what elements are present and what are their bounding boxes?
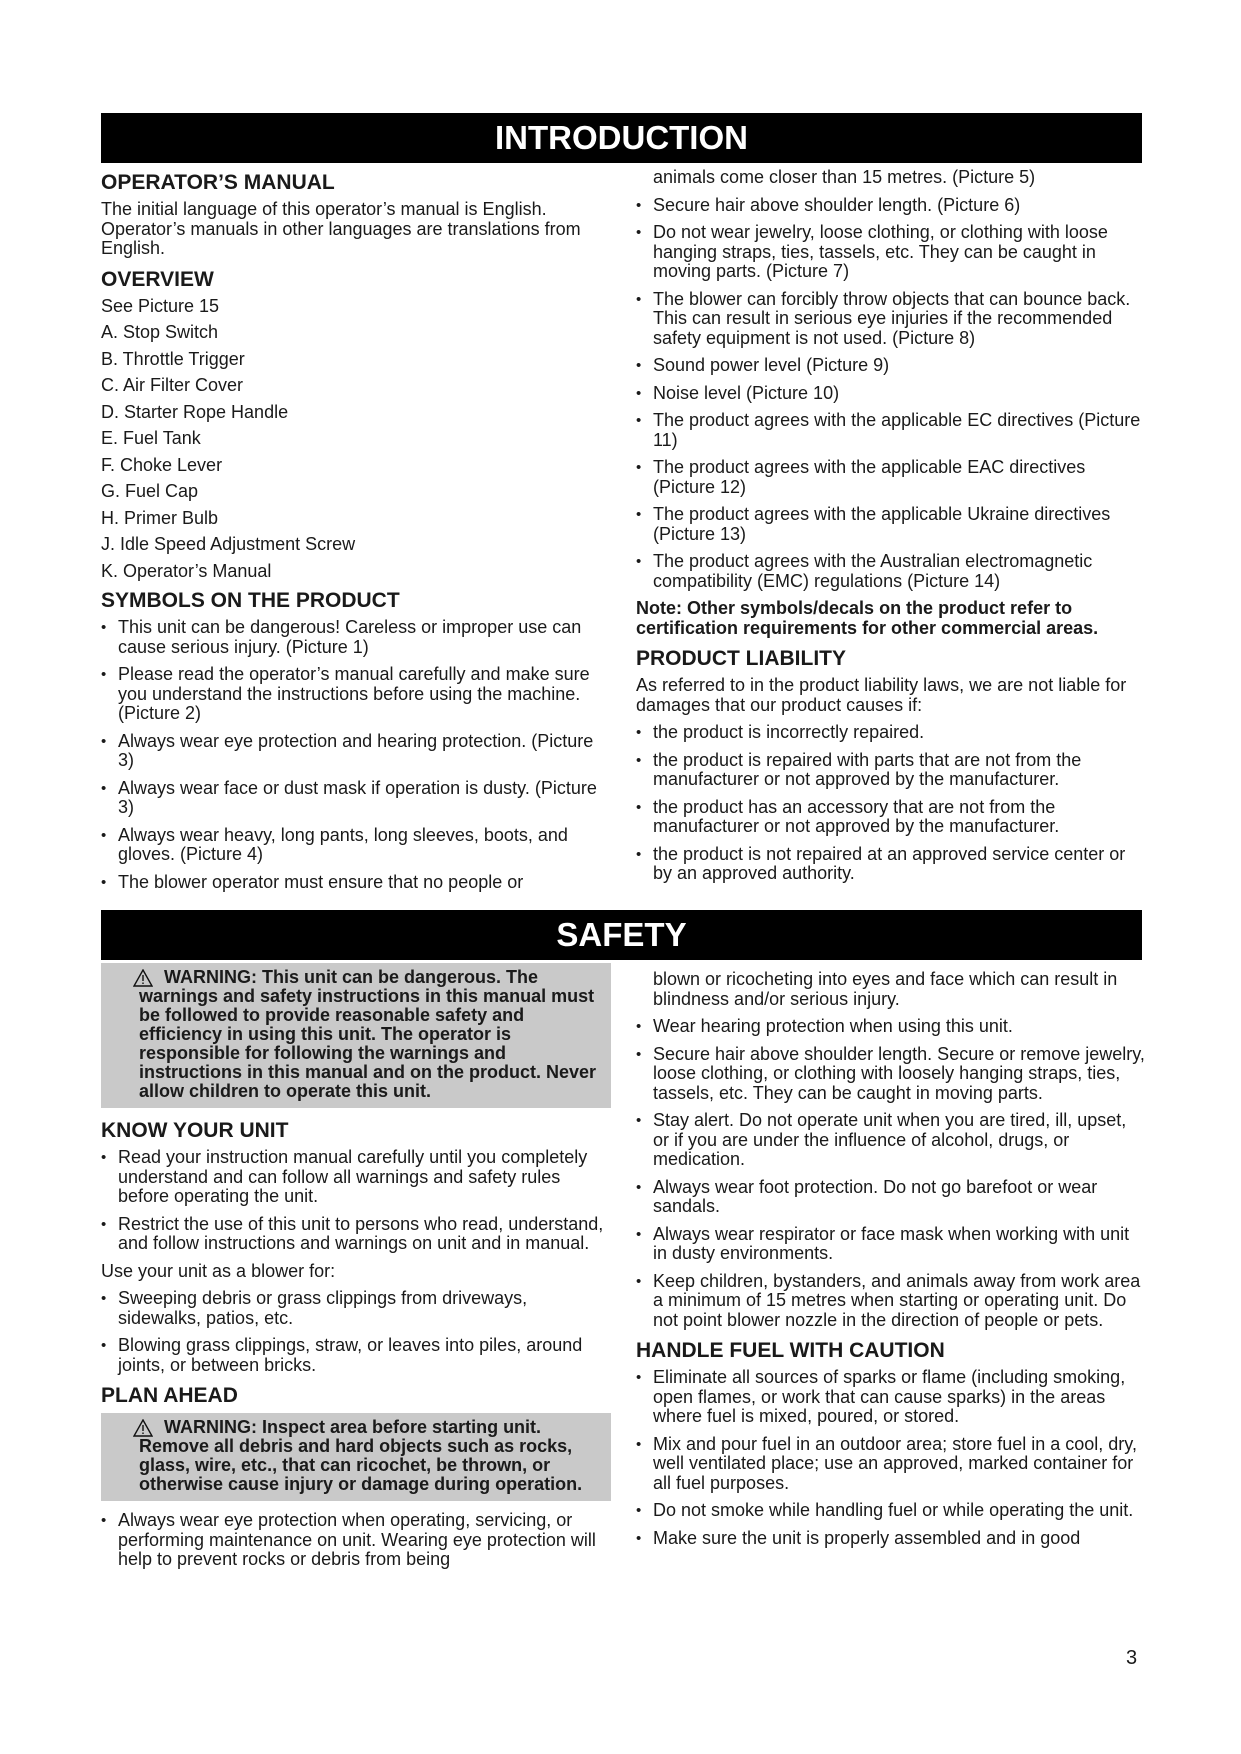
- symbol-item: • The product agrees with the applicable Ukraine directives (Picture 13): [636, 505, 1146, 544]
- use-unit-list: [101, 1289, 611, 1375]
- symbols-heading: SYMBOLS ON THE PRODUCT: [101, 589, 400, 612]
- handle-fuel-heading: HANDLE FUEL WITH CAUTION: [636, 1339, 945, 1362]
- product-liability-heading: PRODUCT LIABILITY: [636, 647, 846, 670]
- plan-item: • Always wear eye protection when operating, servicing, or performing maintenance on unit. Wearing eye protection will help to prevent rocks or debris from being: [101, 1511, 611, 1570]
- overview-list: [101, 297, 611, 582]
- plan-item-continued: blown or ricocheting into eyes and face which can result in blindness and/or serious injury.: [653, 969, 1118, 1009]
- symbols-note: Note: Other symbols/decals on the product refer to certification requirements for other commercial areas.: [636, 598, 1099, 638]
- plan-item: • Secure hair above shoulder length. Secure or remove jewelry, loose clothing, or clothing with loosely hanging straps, ties, tassels, etc. They can be caught in moving parts.: [636, 1045, 1146, 1104]
- warning-triangle-icon: [133, 969, 153, 987]
- overview-item: B. Throttle Trigger: [101, 348, 245, 369]
- warning-text: [139, 968, 597, 1101]
- plan-item: • Keep children, bystanders, and animals away from work area a minimum of 15 metres when starting or operating unit. Do not point blower nozzle in the direction of people or pets.: [636, 1272, 1146, 1331]
- plan-item: • Always wear foot protection. Do not go barefoot or wear sandals.: [636, 1178, 1146, 1217]
- symbol-item: • Always wear face or dust mask if operation is dusty. (Picture 3): [101, 779, 611, 818]
- plan-ahead-list-continued: [636, 1017, 1146, 1330]
- symbol-item: • Sound power level (Picture 9): [636, 356, 1146, 376]
- page-number: 3: [1126, 1647, 1138, 1669]
- warning-box: [101, 963, 611, 1108]
- plan-ahead-list: [101, 1511, 611, 1570]
- warning-box: [101, 1413, 611, 1501]
- warning-text: [139, 1418, 597, 1494]
- intro-left-column: [101, 170, 611, 900]
- plan-item: • Stay alert. Do not operate unit when you are tired, ill, upset, or if you are under the influence of alcohol, drugs, or medication.: [636, 1111, 1146, 1170]
- product-liability-text: As referred to in the product liability laws, we are not liable for damages that our product causes if:: [636, 675, 1127, 715]
- plan-item: • Always wear respirator or face mask when working with unit in dusty environments.: [636, 1225, 1146, 1264]
- intro-right-column: [636, 168, 1146, 892]
- plan-item: • Wear hearing protection when using this unit.: [636, 1017, 1146, 1037]
- symbols-list-continued: [636, 196, 1146, 592]
- liability-item: • the product is incorrectly repaired.: [636, 723, 1146, 743]
- use-item: • Sweeping debris or grass clippings from driveways, sidewalks, patios, etc.: [101, 1289, 611, 1328]
- fuel-item: • Do not smoke while handling fuel or while operating the unit.: [636, 1501, 1146, 1521]
- symbol-item-continued: animals come closer than 15 metres. (Picture 5): [653, 167, 1036, 187]
- symbol-item: • The blower can forcibly throw objects that can bounce back. This can result in serious eye injuries if the recommended safety equipment is not used. (Picture 8): [636, 290, 1146, 349]
- liability-item: • the product is not repaired at an approved service center or by an approved authority.: [636, 845, 1146, 884]
- operators-manual-heading: OPERATOR’S MANUAL: [101, 171, 335, 194]
- know-your-unit-list: [101, 1148, 611, 1254]
- symbol-item: • Do not wear jewelry, loose clothing, or clothing with loose hanging straps, ties, tassels, etc. They can be caught in moving parts. (Picture 7): [636, 223, 1146, 282]
- know-item: • Read your instruction manual carefully until you completely understand and can follow all warnings and safety rules before operating the unit.: [101, 1148, 611, 1207]
- symbol-item: • The product agrees with the Australian electromagnetic compatibility (EMC) regulations (Picture 14): [636, 552, 1146, 591]
- safety-left-column: [101, 963, 611, 1578]
- overview-item: D. Starter Rope Handle: [101, 401, 289, 422]
- symbol-item: • Always wear eye protection and hearing protection. (Picture 3): [101, 732, 611, 771]
- handle-fuel-list: [636, 1368, 1146, 1548]
- fuel-item: • Make sure the unit is properly assembled and in good: [636, 1529, 1146, 1549]
- use-unit-text: Use your unit as a blower for:: [101, 1260, 336, 1281]
- overview-item: H. Primer Bulb: [101, 507, 219, 528]
- warning-triangle-icon: [133, 1419, 153, 1437]
- overview-heading: OVERVIEW: [101, 267, 214, 291]
- safety-right-column: [636, 970, 1146, 1556]
- overview-item: G. Fuel Cap: [101, 481, 199, 501]
- overview-item: E. Fuel Tank: [101, 428, 201, 448]
- warning-text-content: WARNING: This unit can be dangerous. The warnings and safety instructions in this manual must be followed to provide reasonable safety and efficiency in using this unit. The operator is responsible for following the warnings and instructions in this manual and on the product. Never allow children to operate this unit.: [139, 967, 597, 1101]
- safety-banner: SAFETY: [101, 910, 1142, 960]
- symbol-item: • The blower operator must ensure that no people or: [101, 873, 611, 893]
- liability-item: • the product is repaired with parts that are not from the manufacturer or not approved by the manufacturer.: [636, 751, 1146, 790]
- operators-manual-text: The initial language of this operator’s manual is English. Operator’s manuals in other languages are translations from English.: [101, 199, 581, 258]
- overview-item: F. Choke Lever: [101, 454, 223, 475]
- symbol-item: • Please read the operator’s manual carefully and make sure you understand the instructions before using the machine. (Picture 2): [101, 665, 611, 724]
- symbol-item: • The product agrees with the applicable EAC directives (Picture 12): [636, 458, 1146, 497]
- liability-item: • the product has an accessory that are not from the manufacturer or not approved by the manufacturer.: [636, 798, 1146, 837]
- symbol-item: • Always wear heavy, long pants, long sleeves, boots, and gloves. (Picture 4): [101, 826, 611, 865]
- introduction-banner: INTRODUCTION: [101, 113, 1142, 163]
- overview-item: C. Air Filter Cover: [101, 375, 244, 395]
- fuel-item: • Mix and pour fuel in an outdoor area; store fuel in a cool, dry, well ventilated place; use an approved, marked container for all fuel purposes.: [636, 1435, 1146, 1494]
- overview-item: A. Stop Switch: [101, 322, 219, 342]
- liability-list: [636, 723, 1146, 884]
- use-item: • Blowing grass clippings, straw, or leaves into piles, around joints, or between bricks.: [101, 1336, 611, 1375]
- overview-see: See Picture 15: [101, 295, 220, 316]
- overview-item: K. Operator’s Manual: [101, 560, 272, 581]
- symbol-item: • Secure hair above shoulder length. (Picture 6): [636, 196, 1146, 216]
- know-your-unit-heading: KNOW YOUR UNIT: [101, 1119, 289, 1142]
- fuel-item: • Eliminate all sources of sparks or flame (including smoking, open flames, or work that can cause sparks) in the areas where fuel is mixed, poured, or stored.: [636, 1368, 1146, 1427]
- overview-item: J. Idle Speed Adjustment Screw: [101, 534, 356, 554]
- symbols-list: [101, 618, 611, 892]
- symbol-item: • Noise level (Picture 10): [636, 384, 1146, 404]
- symbol-item: • This unit can be dangerous! Careless or improper use can cause serious injury. (Picture 1): [101, 618, 611, 657]
- plan-ahead-heading: PLAN AHEAD: [101, 1384, 238, 1407]
- symbol-item: • The product agrees with the applicable EC directives (Picture 11): [636, 411, 1146, 450]
- know-item: • Restrict the use of this unit to persons who read, understand, and follow instructions and warnings on unit and in manual.: [101, 1215, 611, 1254]
- warning-text-content: WARNING: Inspect area before starting unit. Remove all debris and hard objects such as rocks, glass, wire, etc., that can ricochet, be thrown, or otherwise cause injury or damage during operation.: [139, 1417, 583, 1494]
